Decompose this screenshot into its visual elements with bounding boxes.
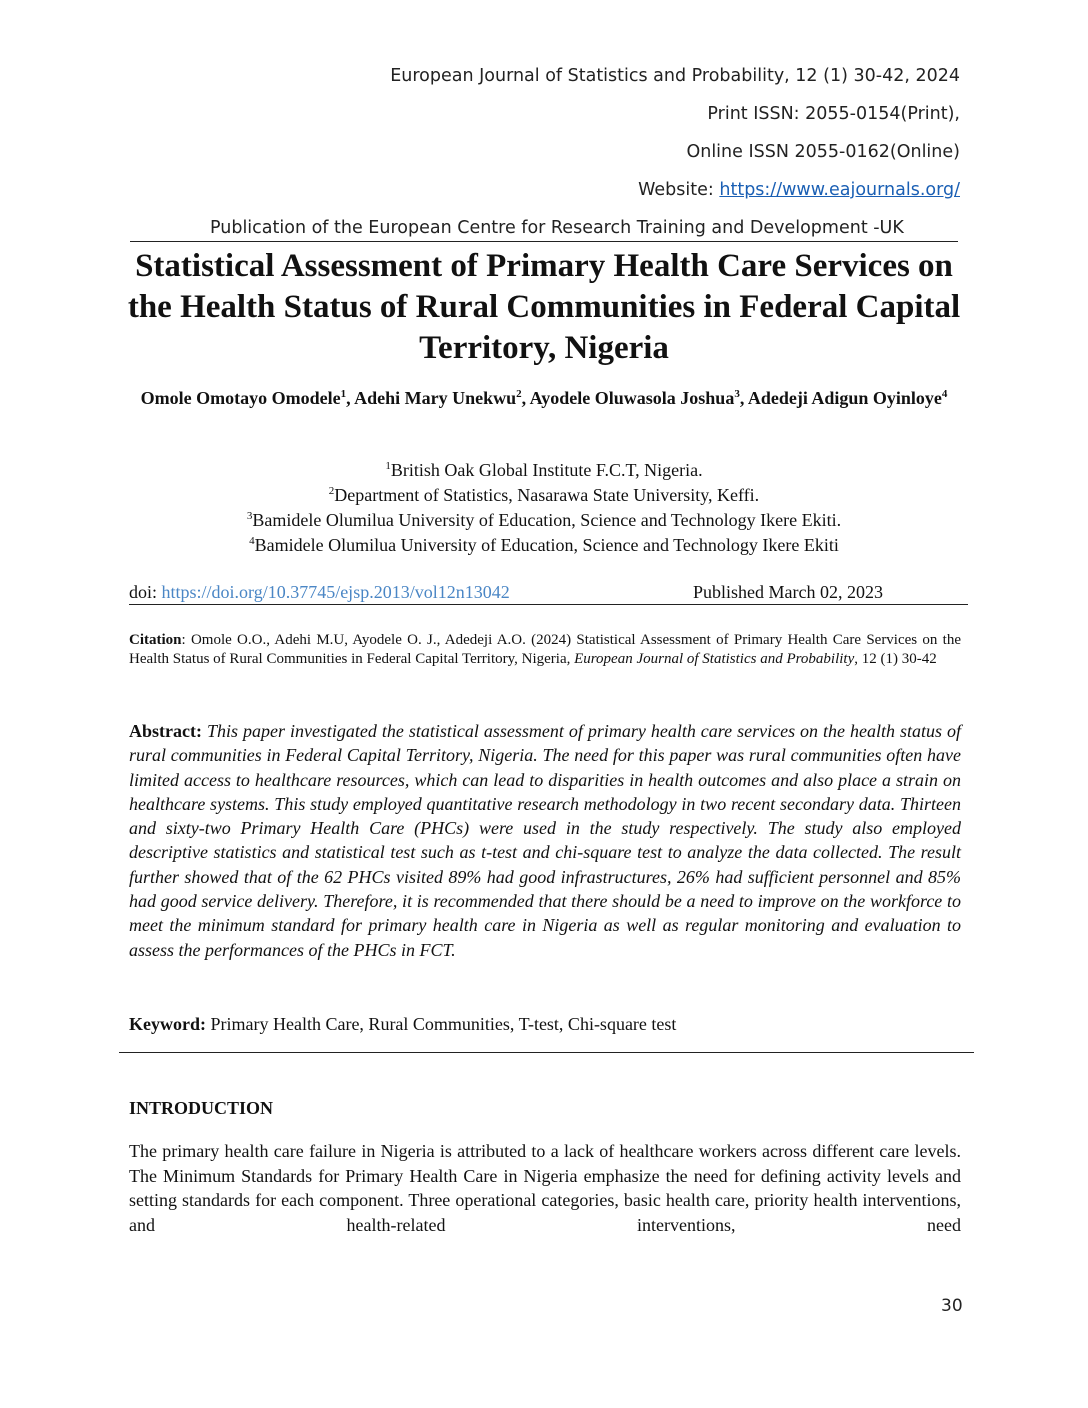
author-separator: ,: [521, 388, 530, 408]
keyword-label: Keyword:: [129, 1014, 206, 1034]
author-superscript: 2: [516, 388, 522, 400]
page-number: 30: [941, 1296, 963, 1316]
affiliation-text: Bamidele Olumilua University of Education, Science and Technology Ikere Ekiti: [254, 535, 839, 555]
introduction-paragraph: The primary health care failure in Nigeria is attributed to a lack of healthcare workers across different care levels. The Minimum Standards for Primary Health Care in Nigeria emphasize the need for defining activity levels and setting standards for each component. Three operational categories, basic health care, priority health interventions, and health-related interventions, need: [129, 1141, 961, 1235]
online-issn: Online ISSN 2055-0162(Online): [686, 142, 960, 162]
website-label: Website:: [638, 180, 720, 200]
doi-label: doi:: [129, 582, 162, 602]
citation-text: : Omole O.O., Adehi M.U, Ayodele O. J., Adedeji A.O. (2024) Statistical Assessment of Primary Health Care Services on the Health Status of Rural Communities in Federal Capital Territory, Nigeria: [129, 632, 961, 667]
citation-tail: , 12 (1) 30-42: [854, 651, 937, 667]
doi-line: [129, 582, 510, 603]
publisher-line: Publication of the European Centre for Research Training and Development -UK: [210, 218, 904, 238]
author-superscript: 1: [340, 388, 347, 400]
website-link[interactable]: https://www.eajournals.org/: [719, 180, 960, 200]
affiliation: [120, 458, 968, 483]
keyword-text: Primary Health Care, Rural Communities, T-test, Chi-square test: [205, 1014, 677, 1034]
website-line: [638, 180, 960, 200]
affiliation-text: Department of Statistics, Nasarawa State University, Keffi.: [334, 485, 760, 505]
author-list: [120, 386, 968, 410]
affiliation-text: British Oak Global Institute F.C.T, Nigeria.: [390, 460, 703, 480]
affiliation-superscript: 2: [328, 485, 335, 497]
citation-journal: , European Journal of Statistics and Probability: [566, 651, 855, 667]
author-name: Ayodele Oluwasola Joshua: [529, 388, 735, 408]
affiliation-text: Bamidele Olumilua University of Education, Science and Technology Ikere Ekiti.: [252, 510, 842, 530]
print-issn: Print ISSN: 2055-0154(Print),: [707, 104, 960, 124]
doi-link[interactable]: https://doi.org/10.37745/ejsp.2013/vol12n13042: [161, 582, 510, 602]
journal-line: European Journal of Statistics and Probability, 12 (1) 30-42, 2024: [390, 66, 960, 86]
author-superscript: 4: [941, 388, 948, 400]
author-separator: ,: [346, 388, 355, 408]
citation: [129, 631, 961, 669]
abstract-text: This paper investigated the statistical assessment of primary health care services on the health status of rural communities in Federal Capital Territory, Nigeria. The need for this paper was rural communities often have limited access to healthcare resources, which can lead to disparities in health outcomes and also place a strain on healthcare systems. This study employed quantitative research methodology in two recent secondary data. Thirteen and sixty-two Primary Health Care (PHCs) were used in the study respectively. The study also employed descriptive statistics and statistical test such as t-test and chi-square test to analyze the data collected. The result further showed that of the 62 PHCs visited 89% had good infrastructures, 26% had sufficient personnel and 85% had good service delivery. Therefore, it is recommended that there should be a need to improve on the workforce to meet the minimum standard for primary health care in Nigeria as well as regular monitoring and evaluation to assess the performances of the PHCs in FCT.: [129, 721, 961, 960]
author-name: Omole Omotayo Omodele: [140, 388, 341, 408]
affiliation: [120, 533, 968, 558]
published-date: Published March 02, 2023: [693, 582, 883, 602]
affiliation-superscript: 1: [385, 460, 391, 472]
affiliation-list: [120, 458, 968, 558]
introduction-heading: INTRODUCTION: [129, 1098, 274, 1118]
author-name: Adehi Mary Unekwu: [354, 388, 517, 408]
affiliation-superscript: 4: [249, 535, 255, 547]
abstract-divider: [119, 1052, 974, 1053]
author-separator: ,: [739, 388, 748, 408]
affiliation: [120, 483, 968, 508]
author-name: Adedeji Adigun Oyinloye: [747, 388, 942, 408]
citation-label: Citation: [129, 632, 182, 648]
abstract: [129, 719, 961, 962]
paper-title: Statistical Assessment of Primary Health Care Services on the Health Status of Rural Communities in Federal Capital Territory, Nigeria: [127, 248, 961, 366]
doi-divider: [129, 604, 968, 605]
affiliation-superscript: 3: [246, 510, 253, 522]
author-superscript: 3: [734, 388, 740, 400]
abstract-label: Abstract:: [129, 721, 202, 741]
header-divider: [130, 241, 958, 242]
affiliation: [120, 508, 968, 533]
keywords: [129, 1014, 676, 1035]
